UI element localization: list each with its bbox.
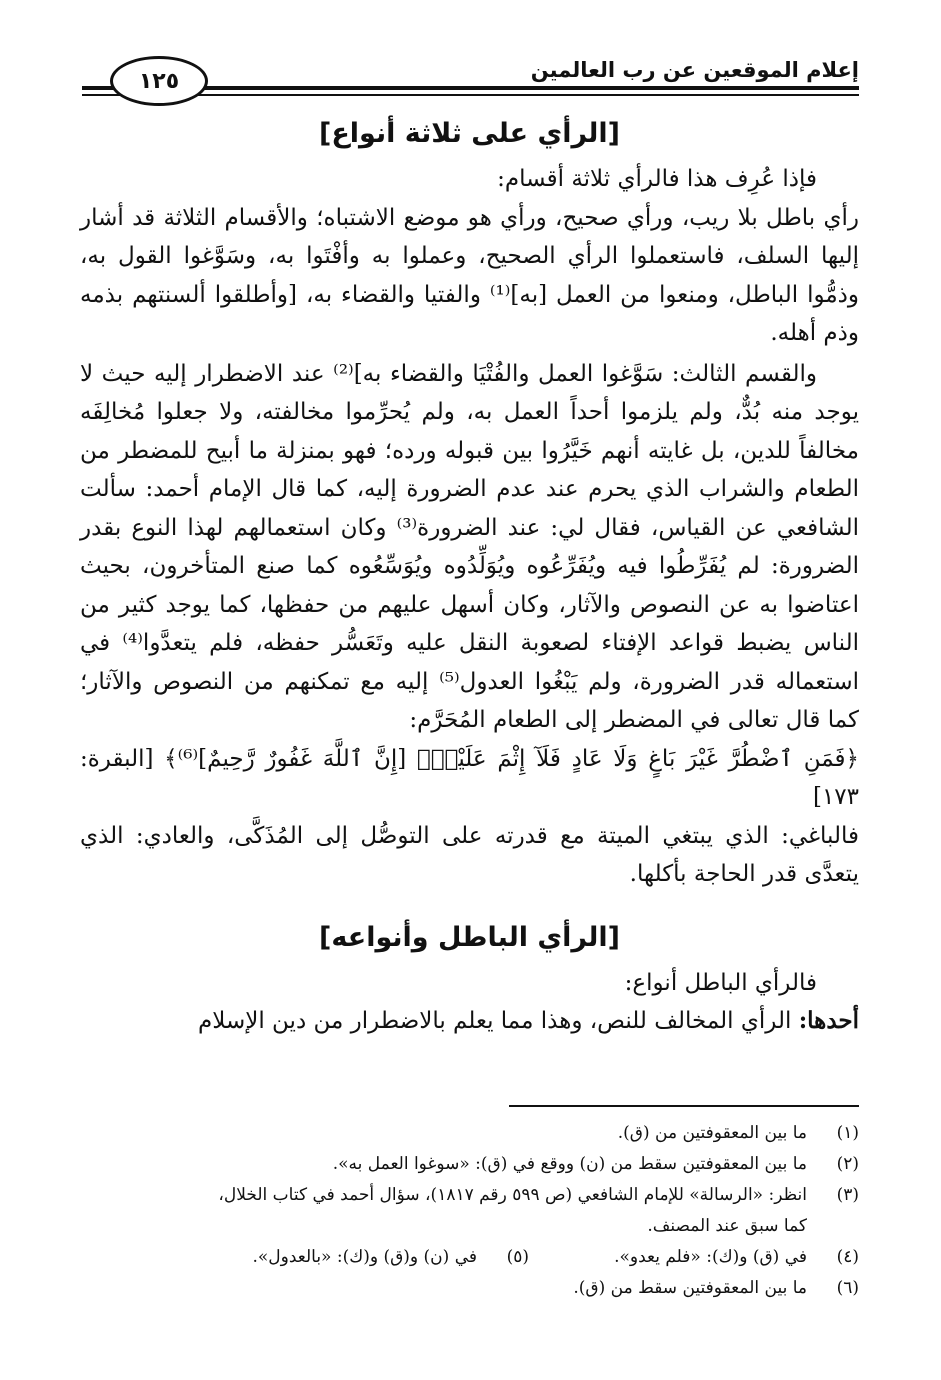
footnote-2 — [80, 1149, 859, 1180]
footnote-number: (٦) — [836, 1278, 859, 1298]
footnote-text: انظر: «الرسالة» للإمام الشافعي (ص ٥٩٩ رقم ١٨١٧)، سؤال أحمد في كتاب الخلال، — [218, 1185, 807, 1205]
page-number-badge: ١٢٥ — [110, 56, 208, 106]
first-type-text: الرأي المخالف للنص، وهذا مما يعلم بالاضطرار من دين الإسلام — [197, 1008, 799, 1034]
footnote-4-5 — [80, 1242, 859, 1273]
footnote-3 — [80, 1180, 859, 1211]
footnote-1 — [80, 1118, 859, 1149]
footnote-number: (٣) — [836, 1185, 859, 1205]
quran-verse: ﴿فَمَنِ ٱضْطُرَّ غَيْرَ بَاغٍ وَلَا عَادٍ فَلَآ إِثْمَ عَلَيْهِۚ [إِنَّ ٱللَّهَ غَفُورٌ رَّحِيمٌ]⁽⁶⁾﴾ [البقرة: ١٧٣] — [80, 745, 859, 810]
paragraph-void-intro: فالرأي الباطل أنواع: — [624, 969, 817, 996]
footnote-number: (٢) — [836, 1154, 859, 1174]
footnote-4 — [529, 1242, 859, 1273]
footnote-text: ما بين المعقوفتين سقط من (ن) ووقع في (ق): «سوغوا العمل به». — [332, 1154, 807, 1174]
paragraph-third-type: والقسم الثالث: سَوَّغوا العمل والفُتْيَا والقضاء به]⁽²⁾ عند الاضطرار إليه حيث لا يوجد منه بُدٌّ، ولم يلزموا أحداً العمل به، ولم يُحرِّموا مخالفته، ولا جعلوا مُخالِفَه مخالفاً للدين، بل غايته أنهم خَيَّرُوا بين قبوله ورده؛ فهو بمنزلة ما أبيح للمضطر من الطعام والشراب الذي يحرم عند عدم الضرورة إليه، كما قال الإمام أحمد: سألت الشافعي عن القياس، فقال لي: عند الضرورة⁽³⁾ وكان استعمالهم لهذا النوع بقدر الضرورة: لم يُفَرِّطُوا فيه ويُفَرِّعُوه ويُوَلِّدُوه ويُوَسِّعُوه كما صنع المتأخرون، بحيث اعتاضوا به عن النصوص والآثار، وكان أسهل عليهم من حفظها، كما يوجد كثير من الناس يضبط قواعد الإفتاء لصعوبة النقل عليه وتَعَسُّر حفظه، فلم يتعدَّوا⁽⁴⁾ في استعماله قدر الضرورة، ولم يَبْغُوا العدول⁽⁵⁾ إليه مع تمكنهم من النصوص والآثار؛ كما قال تعالى في المضطر إلى الطعام المُحَرَّم: — [80, 360, 859, 733]
paragraph-explanation: فالباغي: الذي يبتغي الميتة مع قدرته على التوصُّل إلى المُذَكَّى، والعادي: الذي يتعدَّى قدر الحاجة بأكلها. — [80, 822, 859, 887]
footnote-number: (١) — [836, 1123, 859, 1143]
first-type-label: أحدها: — [798, 1007, 859, 1034]
running-header-title: إعلام الموقعين عن رب العالمين — [530, 58, 859, 82]
paragraph-first-type — [80, 1002, 859, 1041]
paragraph-intro: فإذا عُرِف هذا فالرأي ثلاثة أقسام: — [497, 166, 817, 192]
footnotes — [80, 1118, 859, 1304]
footnote-3-continuation: كما سبق عند المصنف. — [647, 1216, 807, 1236]
footnote-5 — [199, 1242, 529, 1273]
section-heading-2: [الرأي الباطل وأنواعه] — [319, 921, 620, 953]
footnote-6 — [80, 1273, 859, 1304]
footnote-separator — [509, 1105, 859, 1107]
section-heading-1: [الرأي على ثلاثة أنواع] — [318, 118, 621, 149]
footnote-text: ما بين المعقوفتين سقط من (ق). — [573, 1278, 807, 1298]
footnote-number: (٥) — [506, 1247, 529, 1267]
footnote-text: ما بين المعقوفتين من (ق). — [617, 1123, 807, 1143]
footnote-text: في (ن) و(ق) و(ك): «بالعدول». — [252, 1247, 477, 1267]
footnote-number: (٤) — [836, 1247, 859, 1267]
paragraph-types: رأي باطل بلا ريب، ورأي صحيح، ورأي هو موضع الاشتباه؛ والأقسام الثلاثة قد أشار إليها السلف، فاستعملوا الرأي الصحيح، وعملوا به وأفْتَوا به، وسَوَّغوا القول به، وذمُّوا الباطل، ومنعوا من العمل [به]⁽¹⁾ والفتيا والقضاء به، [وأطلقوا ألسنتهم بذمه وذم أهله. — [80, 204, 860, 346]
main-text — [80, 108, 859, 1041]
footnote-text: في (ق) و(ك): «فلم يعدو». — [614, 1247, 807, 1267]
